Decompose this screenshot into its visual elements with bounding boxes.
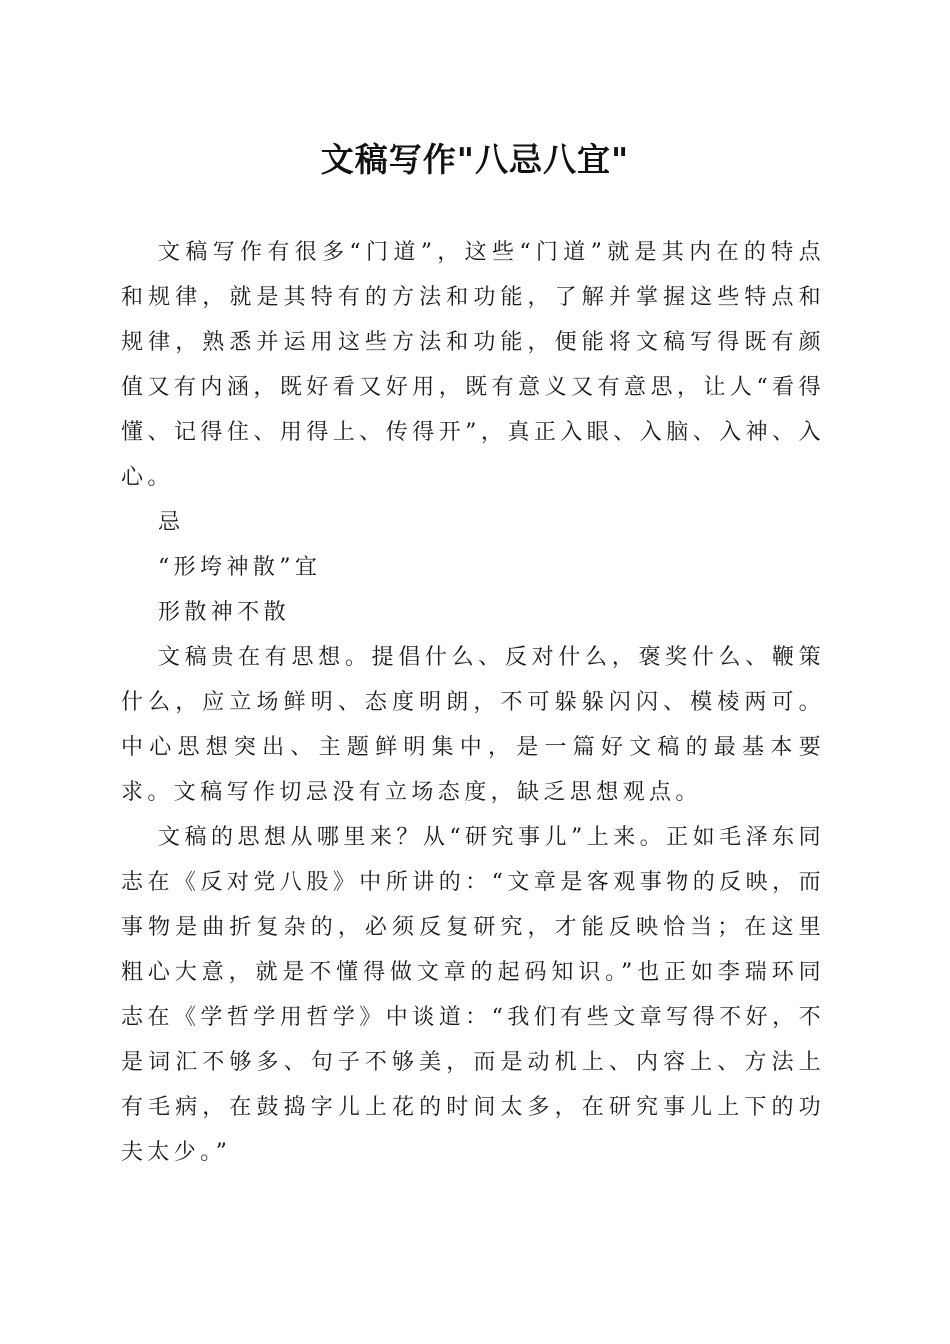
body-paragraph: 文稿贵在有思想。提倡什么、反对什么，褒奖什么、鞭策什么，应立场鲜明、态度明朗，不可躲躲闪闪、模棱两可。中心思想突出、主题鲜明集中，是一篇好文稿的最基本要求。文稿写作切忌没有立场态度，缺乏思想观点。 xyxy=(121,645,825,805)
intro-paragraph: 文稿写作有很多“门道”，这些“门道”就是其内在的特点和规律，就是其特有的方法和功能，了解并掌握这些特点和规律，熟悉并运用这些方法和功能，便能将文稿写得既有颜值又有内涵，既好看又好用，既有意义又有意思，让人“看得懂、记得住、用得上、传得开”，真正入眼、入脑、入神、入心。 xyxy=(121,240,825,490)
body-paragraph: 文稿的思想从哪里来？从“研究事儿”上来。正如毛泽东同志在《反对党八股》中所讲的：“文章是客观事物的反映，而事物是曲折复杂的，必须反复研究，才能反映恰当；在这里粗心大意，就是不懂得做文章的起码知识。”也正如李瑞环同志在《学哲学用哲学》中谈道：“我们有些文章写得不好，不是词汇不够多、句子不够美，而是动机上、内容上、方法上有毛病，在鼓捣字儿上花的时间太多，在研究事儿上下的功夫太少。” xyxy=(121,825,825,1165)
document-title: 文稿写作"八忌八宜" xyxy=(320,140,630,179)
section-label-avoid: 忌 xyxy=(158,510,185,535)
section-heading-recommend-item: 形散神不散 xyxy=(158,600,291,625)
section-heading-avoid-item: “形垮神散”宜 xyxy=(158,555,322,580)
document-body xyxy=(121,230,825,1175)
